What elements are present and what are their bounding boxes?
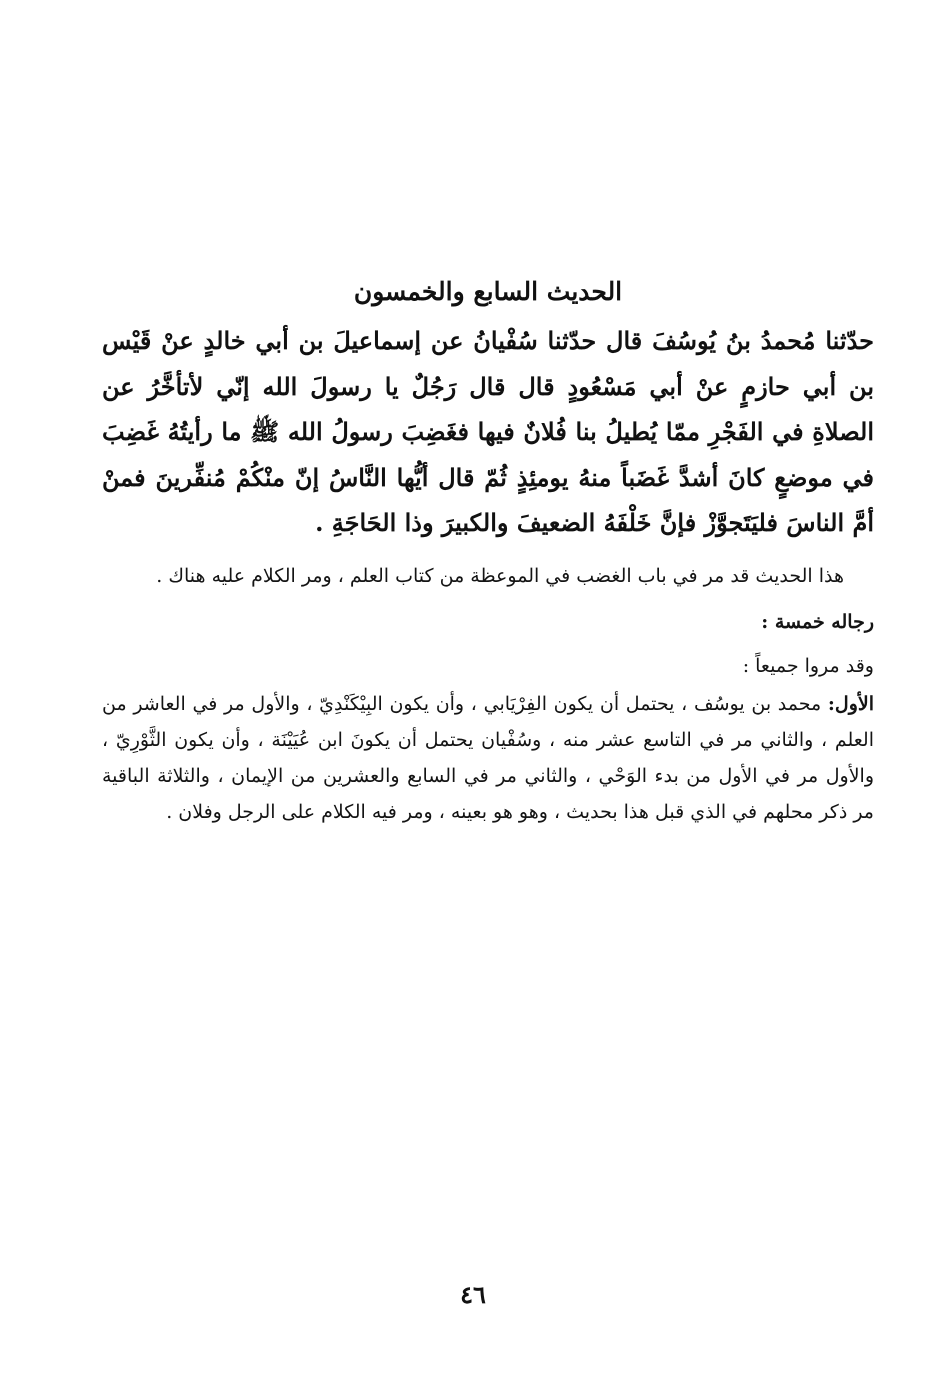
page-text-block (102, 270, 874, 830)
commentary-intro: هذا الحديث قد مر في باب الغضب في الموعظة من كتاب العلم ، ومر الكلام عليه هناك . (156, 564, 844, 587)
hadith-text: حدّثنا مُحمدُ بنُ يُوسُفَ قال حدّثنا سُفْيانُ عن إسماعيلَ بن أبي خالدٍ عنْ قَيْس بن أبي حازمٍ عنْ أبي مَسْعُودٍ قال قال رَجُلٌ يا رسولَ الله إنّي لأتأخَّرُ عن الصلاةِ في الفَجْرِ ممّا يُطيلُ بنا فُلانٌ فيها فغَضِبَ رسولُ الله ﷺ ما رأيتُهُ غَضِبَ في موضعٍ كانَ أشدَّ غَضَباً منهُ يومئِذٍ ثُمّ قال أيُّها النَّاسُ إنّ منْكُمْ مُنفِّرينَ فمنْ أمَّ الناسَ فليَتَجوَّزْ فإنَّ خَلْفَهُ الضعيفَ والكبيرَ وذا الحَاجَةِ . (102, 326, 875, 537)
page-number: ٤٦ (460, 1280, 486, 1309)
narrators-heading: رجاله خمسة : (761, 610, 874, 633)
first-narrator-text: محمد بن يوسُف ، يحتمل أن يكون الفِرْيَابي ، وأن يكون البِيْكَنْدِيّ ، والأول مر في العاشر من العلم ، والثاني مر في التاسع عشر منه ، وسُفْيان يحتمل أن يكونَ ابن عُيَيْنَة ، وأن يكون الثَّوْرِيّ ، والأول مر في الأول من بدء الوَحْي ، والثاني مر في السابع والعشرين من الإيمان ، والثلاثة الباقية مر ذكر محلهم في الذي قبل هذا بحديث ، وهو هو بعينه ، ومر فيه الكلام على الرجل وفلان . (102, 692, 875, 823)
narrators-note: وقد مروا جميعاً : (742, 654, 874, 677)
first-narrator-paragraph (102, 686, 874, 830)
hadith-heading: الحديث السابع والخمسون (353, 277, 623, 306)
first-narrator-label: الأول: (827, 692, 874, 715)
